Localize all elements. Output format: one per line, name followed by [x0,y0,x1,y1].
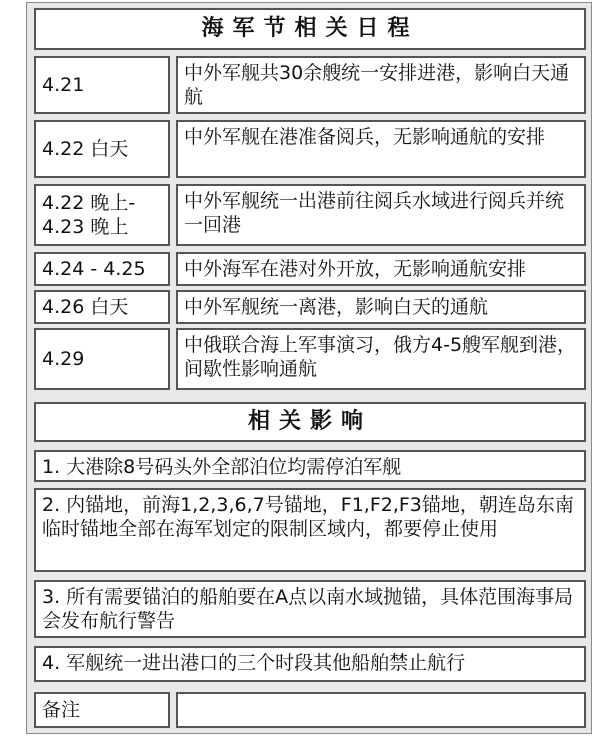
remarks-value [176,692,586,728]
schedule-title: 海军节相关日程 [34,8,586,50]
schedule-date-cell: 4.21 [34,56,170,114]
impact-item: 1. 大港除8号码头外全部泊位均需停泊军舰 [34,450,586,482]
impacts-title: 相关影响 [34,402,586,442]
impact-item: 2. 内锚地，前海1,2,3,6,7号锚地，F1,F2,F3锚地，朝连岛东南临时锚地全部在海军划定的限制区域内，都要停止使用 [34,488,586,572]
schedule-date-cell: 4.26 白天 [34,290,170,324]
schedule-desc-cell: 中外军舰共30余艘统一安排进港，影响白天通航 [176,56,586,114]
schedule-date-cell: 4.29 [34,328,170,390]
schedule-desc-cell: 中俄联合海上军事演习，俄方4-5艘军舰到港，间歇性影响通航 [176,328,586,390]
impact-item: 3. 所有需要锚泊的船舶要在A点以南水域抛锚，具体范围海事局会发布航行警告 [34,580,586,638]
schedule-desc-cell: 中外军舰在港准备阅兵，无影响通航的安排 [176,120,586,178]
schedule-date-cell: 4.24 - 4.25 [34,252,170,286]
schedule-date-cell: 4.22 晚上- 4.23 晚上 [34,184,170,246]
schedule-date-cell: 4.22 白天 [34,120,170,178]
impact-item: 4. 军舰统一进出港口的三个时段其他船舶禁止航行 [34,646,586,682]
schedule-desc-cell: 中外海军在港对外开放，无影响通航安排 [176,252,586,286]
schedule-desc-cell: 中外军舰统一离港，影响白天的通航 [176,290,586,324]
remarks-label: 备注 [34,692,170,728]
schedule-desc-cell: 中外军舰统一出港前往阅兵水域进行阅兵并统一回港 [176,184,586,246]
